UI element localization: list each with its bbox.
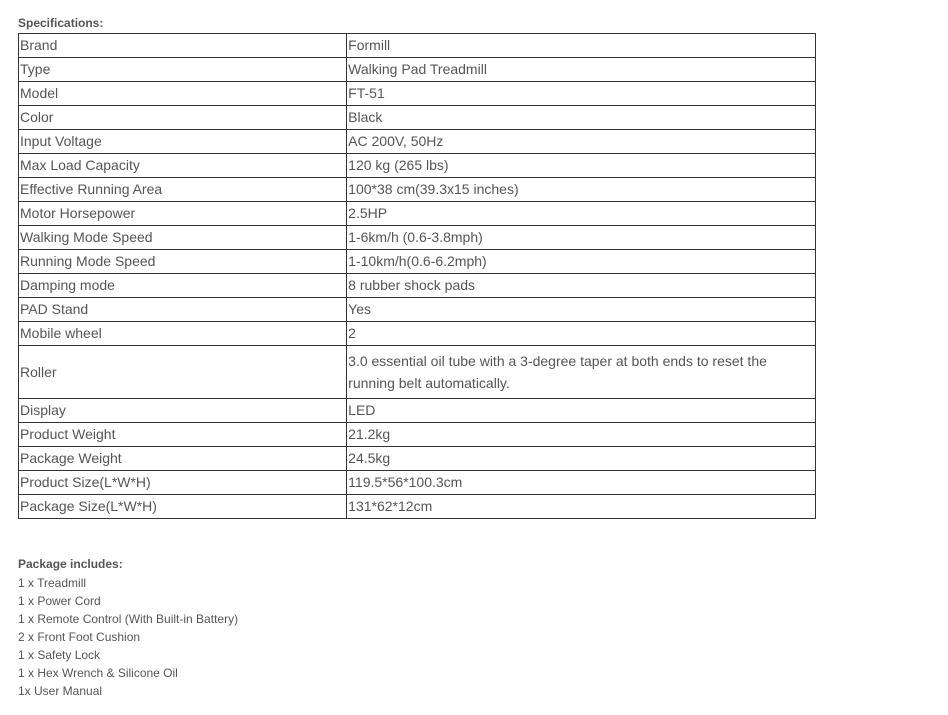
spec-value: 100*38 cm(39.3x15 inches)	[347, 178, 816, 202]
table-row	[19, 399, 816, 423]
spec-value: 2	[347, 322, 816, 346]
table-row	[19, 346, 816, 399]
specifications-heading: Specifications:	[18, 16, 104, 30]
table-row	[19, 423, 816, 447]
spec-key: Max Load Capacity	[19, 154, 347, 178]
specifications-table	[18, 33, 816, 519]
spec-value: 21.2kg	[347, 423, 816, 447]
table-row	[19, 178, 816, 202]
list-item: 1 x Power Cord	[18, 594, 101, 608]
spec-value: AC 200V, 50Hz	[347, 130, 816, 154]
spec-key: Package Weight	[19, 447, 347, 471]
spec-value: 3.0 essential oil tube with a 3-degree taper at both ends to reset the running belt automatically.	[347, 346, 816, 399]
spec-value: Yes	[347, 298, 816, 322]
package-includes-heading: Package includes:	[18, 557, 123, 571]
spec-key: Package Size(L*W*H)	[19, 495, 347, 519]
list-item: 1 x Safety Lock	[18, 648, 101, 662]
spec-value: Walking Pad Treadmill	[347, 58, 816, 82]
spec-value: 8 rubber shock pads	[347, 274, 816, 298]
table-row	[19, 82, 816, 106]
table-row	[19, 106, 816, 130]
spec-key: Display	[19, 399, 347, 423]
spec-key: Input Voltage	[19, 130, 347, 154]
table-row	[19, 34, 816, 58]
table-row	[19, 226, 816, 250]
list-item: 1x User Manual	[18, 684, 103, 698]
spec-key: Color	[19, 106, 347, 130]
spec-value: Formill	[347, 34, 816, 58]
list-item: 1 x Remote Control (With Built-in Battery)	[18, 612, 239, 626]
spec-value: FT-51	[347, 82, 816, 106]
spec-value: 2.5HP	[347, 202, 816, 226]
spec-key: Type	[19, 58, 347, 82]
spec-key: Roller	[19, 346, 347, 399]
spec-key: Mobile wheel	[19, 322, 347, 346]
spec-value: 1-10km/h(0.6-6.2mph)	[347, 250, 816, 274]
spec-key: Damping mode	[19, 274, 347, 298]
table-row	[19, 322, 816, 346]
spec-key: Brand	[19, 34, 347, 58]
table-row	[19, 130, 816, 154]
spec-key: Running Mode Speed	[19, 250, 347, 274]
spec-value: 1-6km/h (0.6-3.8mph)	[347, 226, 816, 250]
spec-value: 119.5*56*100.3cm	[347, 471, 816, 495]
spec-key: Model	[19, 82, 347, 106]
spec-key: PAD Stand	[19, 298, 347, 322]
package-list	[18, 574, 238, 700]
table-row	[19, 58, 816, 82]
list-item: 2 x Front Foot Cushion	[18, 630, 141, 644]
list-item: 1 x Hex Wrench & Silicone Oil	[18, 666, 178, 680]
spec-key: Walking Mode Speed	[19, 226, 347, 250]
list-item: 1 x Treadmill	[18, 576, 87, 590]
spec-key: Product Weight	[19, 423, 347, 447]
spec-value: 131*62*12cm	[347, 495, 816, 519]
table-row	[19, 447, 816, 471]
spec-value: 24.5kg	[347, 447, 816, 471]
spec-value: 120 kg (265 lbs)	[347, 154, 816, 178]
spec-key: Product Size(L*W*H)	[19, 471, 347, 495]
table-row	[19, 202, 816, 226]
table-row	[19, 298, 816, 322]
table-row	[19, 154, 816, 178]
table-row	[19, 274, 816, 298]
spec-value: Black	[347, 106, 816, 130]
spec-key: Effective Running Area	[19, 178, 347, 202]
table-row	[19, 250, 816, 274]
spec-key: Motor Horsepower	[19, 202, 347, 226]
table-row	[19, 471, 816, 495]
table-row	[19, 495, 816, 519]
spec-value: LED	[347, 399, 816, 423]
